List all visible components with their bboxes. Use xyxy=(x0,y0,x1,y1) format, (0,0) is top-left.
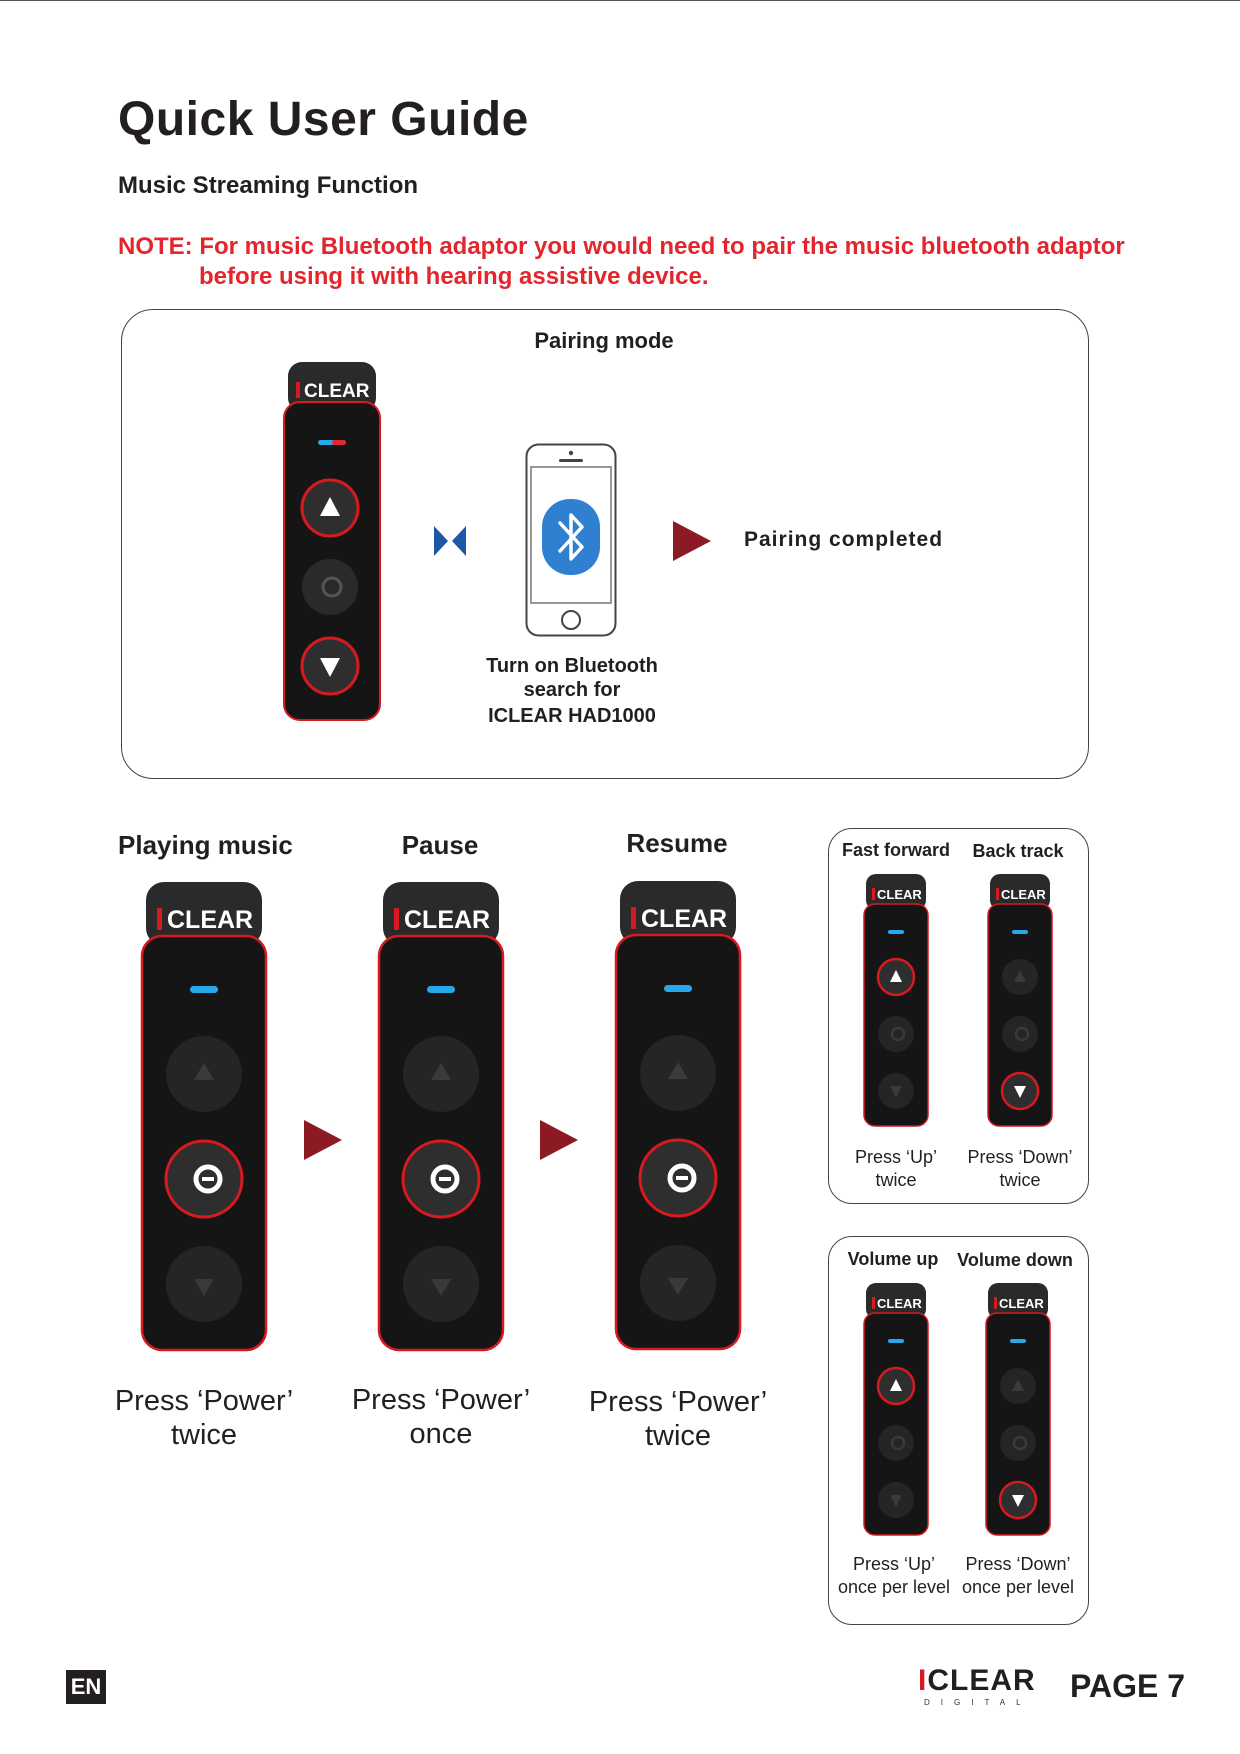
power-button xyxy=(1000,1425,1036,1461)
pairing-device xyxy=(282,360,382,722)
note-text xyxy=(118,232,1125,292)
section-subtitle: Music Streaming Function xyxy=(118,172,419,199)
fast-forward-label: Fast forward xyxy=(841,840,951,860)
volume-down-label: Volume down xyxy=(957,1250,1073,1270)
back-track-caption xyxy=(962,1146,1078,1192)
top-rule xyxy=(0,0,1240,1)
device-brand-text: CLEAR xyxy=(1001,887,1046,902)
step-device-playing xyxy=(140,880,268,1353)
step-caption-line-2: once xyxy=(409,1418,473,1450)
brand-name: CLEAR xyxy=(927,1664,1036,1697)
step-device-resume xyxy=(614,879,742,1352)
power-button xyxy=(878,1016,914,1052)
brand-digital: DIGITAL xyxy=(924,1698,1032,1707)
caption-line-1: Press ‘Down’ xyxy=(967,1147,1073,1167)
arrow-right-icon xyxy=(540,1120,578,1160)
arrow-right-icon xyxy=(304,1120,342,1160)
step-caption-line-2: twice xyxy=(170,1419,238,1451)
volume-up-label: Volume up xyxy=(847,1249,939,1269)
led-indicator xyxy=(888,930,904,934)
phone-caption-line-3: ICLEAR HAD1000 xyxy=(488,705,656,727)
page-number: PAGE 7 xyxy=(1070,1668,1185,1704)
step-caption-playing xyxy=(113,1384,295,1452)
led-indicator xyxy=(664,985,692,992)
led-indicator xyxy=(1012,930,1028,934)
signal-icon xyxy=(432,523,468,559)
step-device-pause xyxy=(377,880,505,1353)
arrow-right-icon xyxy=(673,521,711,561)
power-button xyxy=(302,559,358,615)
led-indicator xyxy=(888,1339,904,1343)
fast-forward-caption xyxy=(838,1146,954,1192)
step-caption-line-2: twice xyxy=(644,1420,712,1452)
power-button xyxy=(1002,1016,1038,1052)
device-brand-text: CLEAR xyxy=(877,1296,922,1311)
step-caption-line-1: Press ‘Power’ xyxy=(114,1385,294,1417)
note-line-1: NOTE: For music Bluetooth adaptor you would need to pair the music bluetooth adaptor xyxy=(118,233,1125,260)
led-indicator xyxy=(427,986,455,993)
led-indicator xyxy=(1010,1339,1026,1343)
brand-logo: ICLEAR DIGITAL xyxy=(918,1664,1036,1707)
volume-up-caption xyxy=(834,1553,954,1599)
step-caption-line-1: Press ‘Power’ xyxy=(588,1386,768,1418)
volume-up-device xyxy=(862,1281,930,1537)
caption-line-2: twice xyxy=(875,1170,917,1190)
back-track-device xyxy=(986,872,1054,1128)
power-button xyxy=(878,1425,914,1461)
step-label-pause: Pause xyxy=(401,830,479,860)
phone-icon xyxy=(525,443,617,637)
phone-caption-line-2: search for xyxy=(523,679,621,701)
caption-line-1: Press ‘Up’ xyxy=(852,1554,936,1574)
device-brand-text: CLEAR xyxy=(641,905,728,933)
caption-line-1: Press ‘Down’ xyxy=(965,1554,1071,1574)
device-brand-text: CLEAR xyxy=(999,1296,1044,1311)
step-label-resume: Resume xyxy=(626,828,728,858)
language-badge: EN xyxy=(66,1670,106,1704)
volume-down-device xyxy=(984,1281,1052,1537)
step-caption-resume xyxy=(587,1385,769,1453)
device-brand-text: CLEAR xyxy=(304,381,370,402)
back-track-label: Back track xyxy=(972,841,1064,861)
phone-caption-line-1: Turn on Bluetooth xyxy=(486,655,658,677)
caption-line-1: Press ‘Up’ xyxy=(854,1147,938,1167)
device-brand-bar xyxy=(296,382,300,398)
fast-forward-device xyxy=(862,872,930,1128)
device-brand-text: CLEAR xyxy=(877,887,922,902)
caption-line-2: twice xyxy=(999,1170,1041,1190)
step-caption-pause xyxy=(350,1383,532,1451)
caption-line-2: once per level xyxy=(961,1577,1075,1597)
pairing-result: Pairing completed xyxy=(744,528,944,551)
device-brand-text: CLEAR xyxy=(167,906,254,934)
bluetooth-icon xyxy=(542,499,600,575)
page-title: Quick User Guide xyxy=(118,93,529,146)
note-line-2: before using it with hearing assistive device. xyxy=(199,263,709,290)
step-caption-line-1: Press ‘Power’ xyxy=(351,1384,531,1416)
device-brand-text: CLEAR xyxy=(404,906,491,934)
caption-line-2: once per level xyxy=(837,1577,951,1597)
volume-down-caption xyxy=(957,1553,1079,1599)
phone-caption xyxy=(474,654,670,728)
pairing-heading: Pairing mode xyxy=(534,328,674,353)
step-label-playing: Playing music xyxy=(118,830,293,860)
led-indicator xyxy=(190,986,218,993)
